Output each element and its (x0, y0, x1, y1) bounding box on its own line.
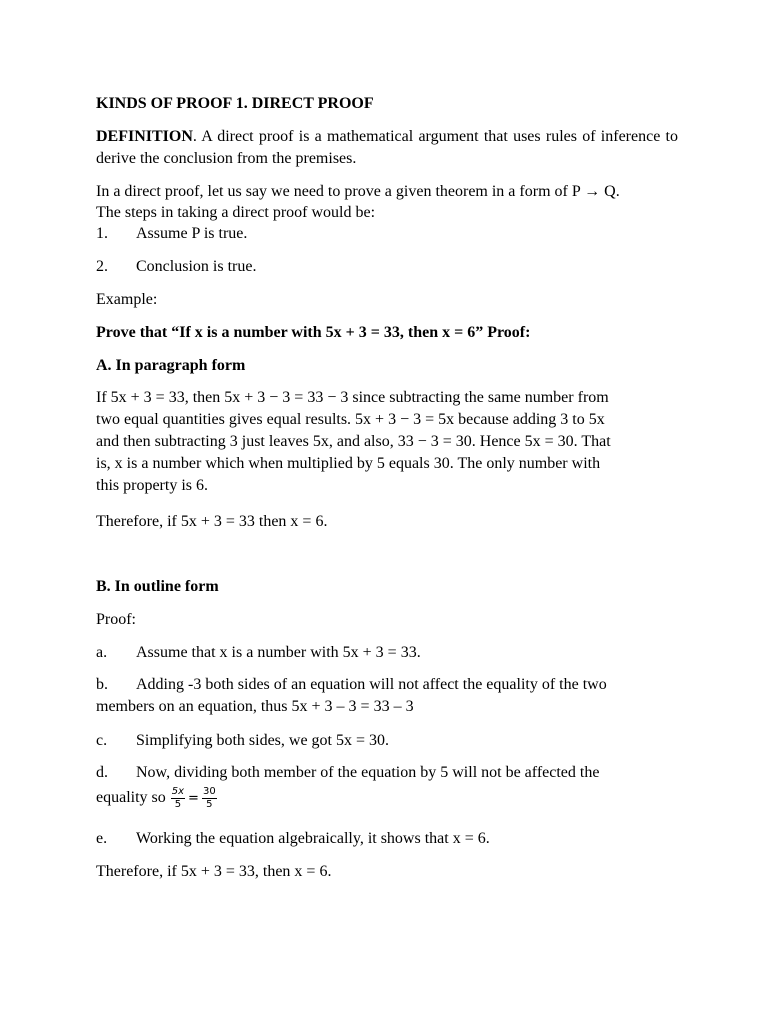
outline-text: Simplifying both sides, we got 5x = 30. (136, 732, 390, 749)
therefore-b: Therefore, if 5x + 3 = 33, then x = 6. (96, 863, 332, 880)
section-b-heading: B. In outline form (96, 578, 219, 595)
definition-label: DEFINITION (96, 128, 193, 145)
outline-marker: d. (96, 764, 108, 781)
outline-text-continued: equality so (96, 789, 166, 807)
fraction-numerator: 30 (202, 786, 216, 797)
paragraph-line: this property is 6. (96, 477, 208, 494)
intro-line-2: The steps in taking a direct proof would be: (96, 204, 376, 221)
outline-text: Assume that x is a number with 5x + 3 = 33. (136, 644, 421, 661)
outline-item-e (96, 828, 678, 850)
outline-text: Working the equation algebraically, it shows that x = 6. (136, 830, 490, 847)
fraction-5x-over-5 (171, 786, 185, 811)
document-heading: KINDS OF PROOF 1. DIRECT PROOF (96, 95, 374, 112)
outline-item-d (96, 762, 678, 811)
fraction-denominator: 5 (206, 799, 213, 810)
step-item (96, 256, 678, 278)
definition-text: . A direct proof is a mathematical argument that uses rules of inference to derive the conclusion from the premises. (96, 128, 678, 167)
example-label: Example: (96, 291, 158, 308)
paragraph-proof (96, 387, 678, 497)
section-a-heading: A. In paragraph form (96, 357, 246, 374)
step-item (96, 223, 678, 245)
outline-item-c (96, 730, 678, 752)
outline-item-a (96, 642, 678, 664)
outline-text: Adding -3 both sides of an equation will not affect the equality of the two (136, 676, 607, 693)
step-marker: 2. (96, 258, 108, 275)
proof-label: Proof: (96, 611, 136, 628)
outline-text-continued: members on an equation, thus 5x + 3 – 3 = 33 – 3 (96, 698, 414, 715)
outline-marker: b. (96, 676, 108, 693)
fraction-denominator: 5 (174, 799, 182, 810)
equals-sign: = (188, 790, 199, 806)
intro-line-1: In a direct proof, let us say we need to prove a given theorem in a form of P → Q. (96, 183, 620, 200)
step-text: Conclusion is true. (136, 258, 257, 275)
definition-paragraph (96, 126, 678, 170)
outline-marker: c. (96, 732, 108, 749)
outline-marker: a. (96, 644, 108, 661)
fraction-numerator: 5x (171, 786, 185, 797)
paragraph-line: and then subtracting 3 just leaves 5x, and also, 33 − 3 = 30. Hence 5x = 30. That (96, 433, 611, 450)
fraction-30-over-5 (202, 786, 217, 811)
step-marker: 1. (96, 225, 108, 242)
step-text: Assume P is true. (136, 225, 248, 242)
outline-text: Now, dividing both member of the equation by 5 will not be affected the (136, 764, 600, 781)
equation-line (96, 786, 678, 811)
outline-item-b (96, 674, 678, 718)
paragraph-line: is, x is a number which when multiplied by 5 equals 30. The only number with (96, 455, 601, 472)
paragraph-line: two equal quantities gives equal results. 5x + 3 − 3 = 5x because adding 3 to 5x (96, 411, 605, 428)
outline-marker: e. (96, 830, 108, 847)
prove-statement: Prove that “If x is a number with 5x + 3 = 33, then x = 6” Proof: (96, 324, 531, 341)
paragraph-line: If 5x + 3 = 33, then 5x + 3 − 3 = 33 − 3 since subtracting the same number from (96, 389, 609, 406)
therefore-a: Therefore, if 5x + 3 = 33 then x = 6. (96, 513, 328, 530)
